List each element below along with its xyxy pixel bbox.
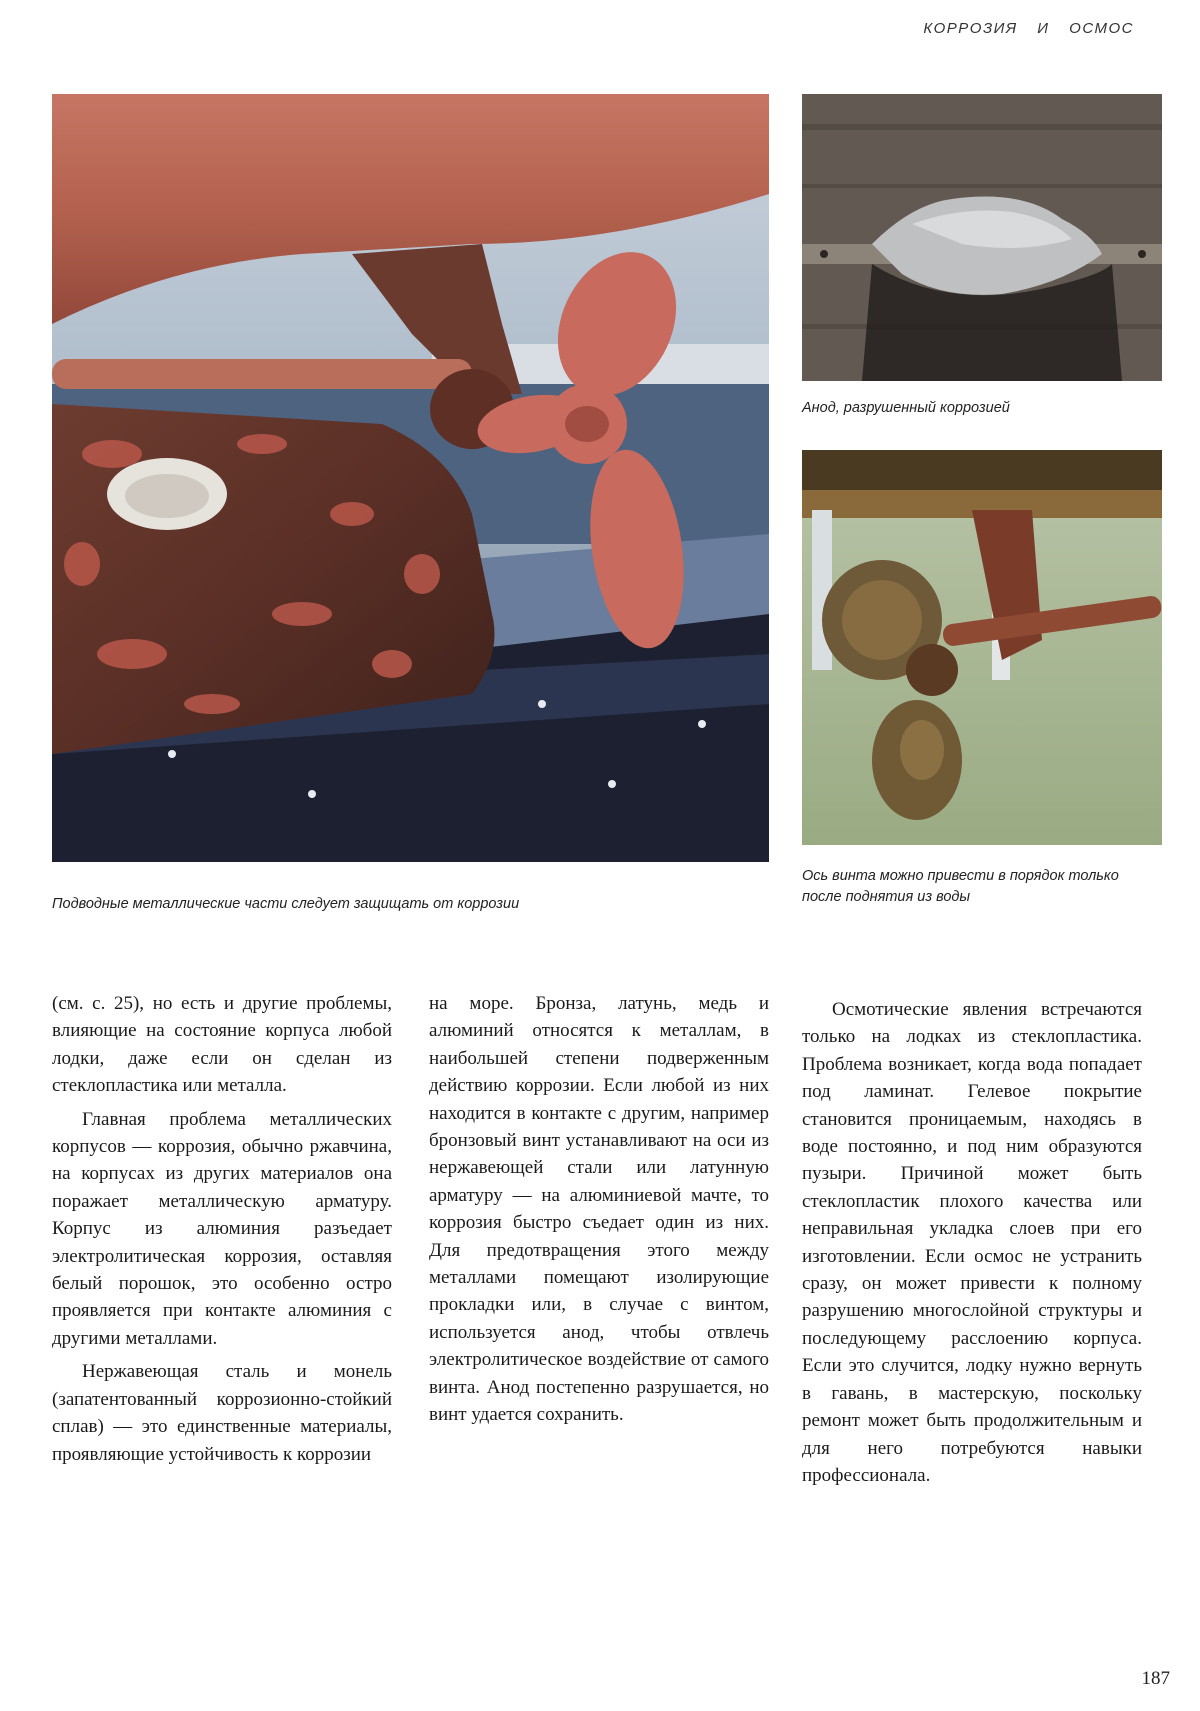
anode-photo-caption: Анод, разрушенный коррозией — [802, 400, 1010, 416]
main-photo-corroded-propeller — [52, 94, 769, 862]
page-number: 187 — [1141, 1668, 1170, 1689]
paragraph: на море. Бронза, латунь, медь и алюминий относятся к металлам, в наибольшей степени подверженным действию коррозии. Если любой из них находится в контакте с другим, например бронзовый винт устанавливают на оси из нержавеющей стали или латунную арматуру — на алюминиевой мачте, то коррозия быстро съедает один из них. Для предотвращения этого между металлами помещают изолирующие прокладки или, в случае с винтом, используется анод, чтобы отвлечь электролитическое воздействие от самого винта. Анод постепенно разрушается, но винт удается сохранить. — [429, 993, 769, 1426]
paragraph: Главная проблема металлических корпусов — коррозия, обычно ржавчина, на корпусах из других материалов она поражает металлическую арматуру. Корпус из алюминия разъедает электролитическая коррозия, оставляя белый порошок, это особенно остро проявляется при контакте алюминия с другими металлами. — [52, 1108, 392, 1349]
prop-shaft-photo — [802, 450, 1162, 845]
running-header: КОРРОЗИЯ И ОСМОС — [923, 20, 1134, 37]
main-photo-caption: Подводные металлические части следует защищать от коррозии — [52, 896, 520, 912]
paragraph: Осмотические явления встречаются только на лодках из стеклопластика. Проблема возникает, когда вода попадает под ламинат. Гелевое покрытие становится проницаемым, находясь в воде постоянно, и под ним образуются пузыри. Причиной может быть стеклопластик плохого качества или неправильная укладка слоев при его изготовлении. Если осмос не устранить сразу, он может привести к полному разрушению многослойной структуры и последующему расслоению корпуса. Если это случится, лодку нужно вернуть в гавань, в мастерскую, поскольку ремонт может быть продолжительным и для него потребуются навыки профессионала. — [802, 999, 1142, 1486]
text-column-3 — [802, 990, 1142, 1489]
text-column-2 — [429, 990, 769, 1429]
text-column-1 — [52, 990, 392, 1468]
shaft-photo-caption: Ось винта можно привести в порядок только после поднятия из воды — [802, 868, 1119, 905]
paragraph: Нержавеющая сталь и монель (запатентованный коррозионно-стойкий сплав) — это единственные материалы, проявляющие устойчивость к коррозии — [52, 1361, 392, 1465]
anode-photo — [802, 94, 1162, 381]
paragraph: (см. с. 25), но есть и другие проблемы, влияющие на состояние корпуса любой лодки, даже если он сделан из стеклопластика или металла. — [52, 993, 392, 1097]
